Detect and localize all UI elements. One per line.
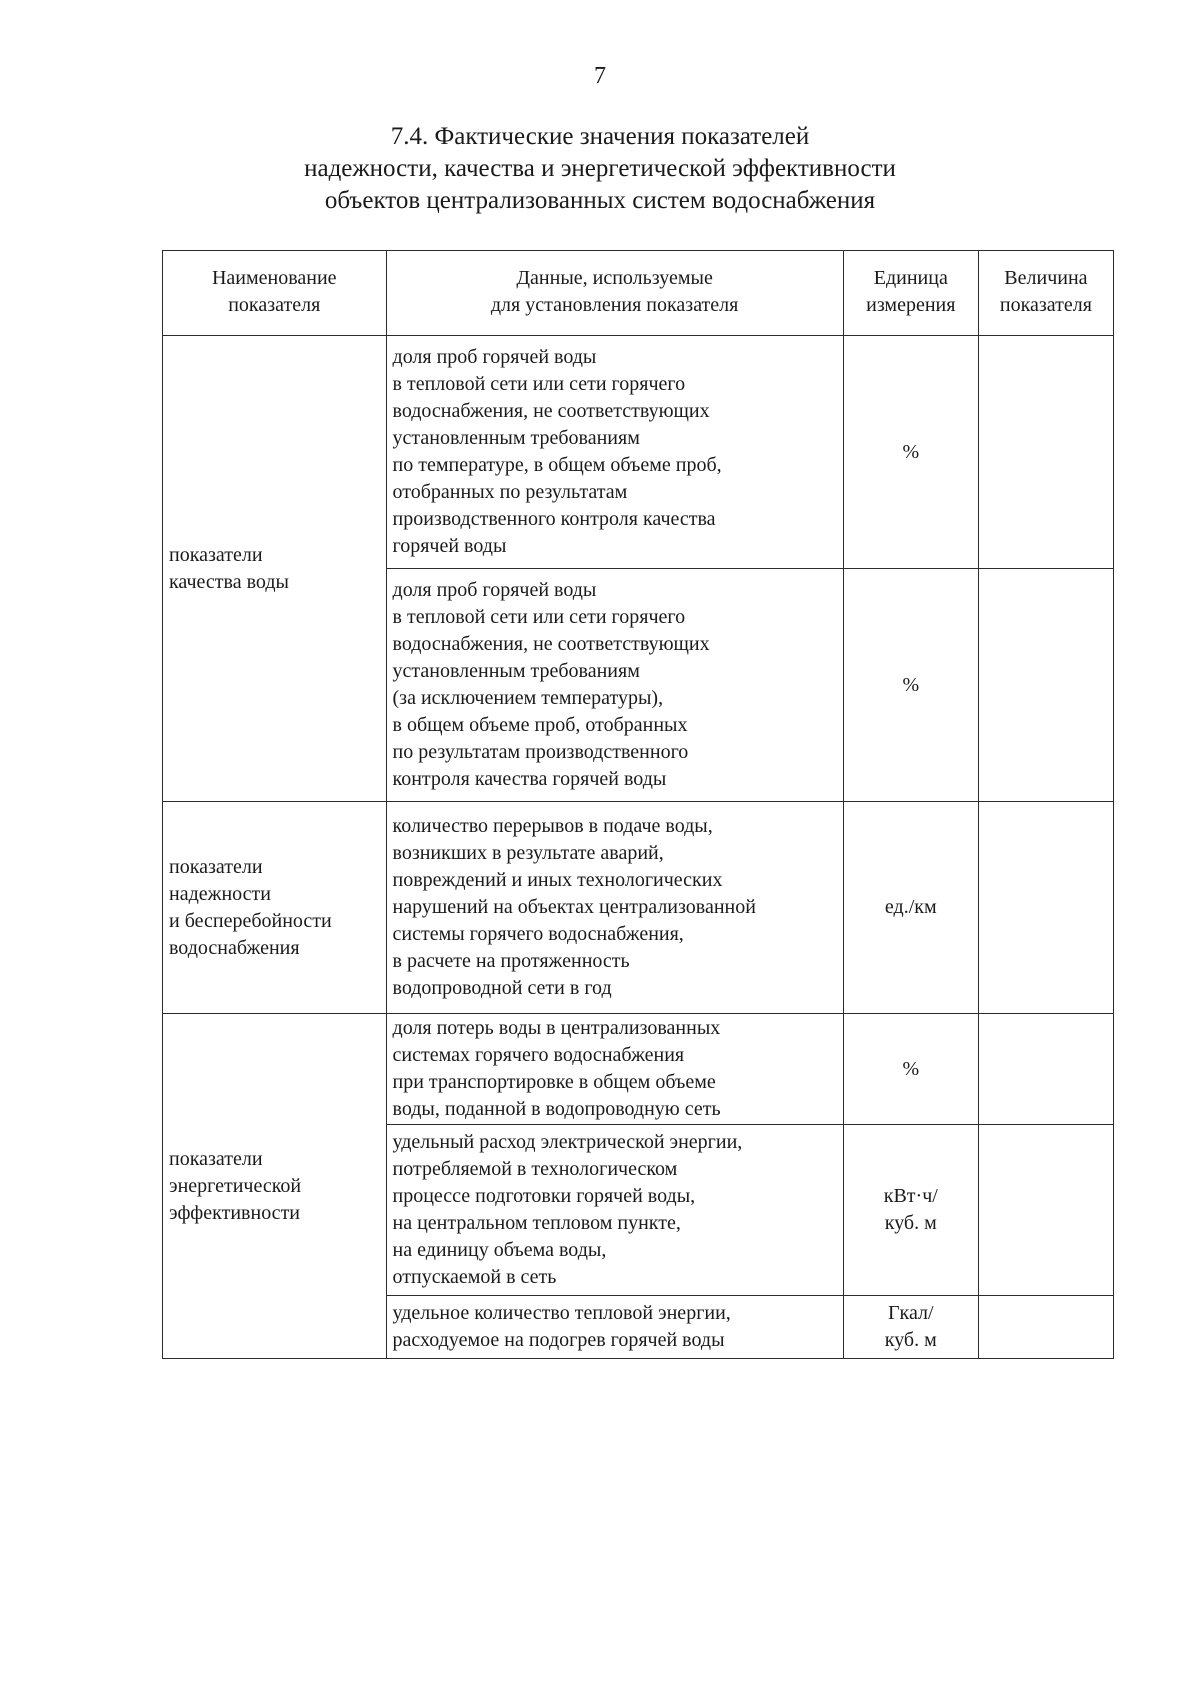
- indicator-value: [978, 1296, 1113, 1359]
- indicator-description: доля потерь воды в централизованных системах горячего водоснабжения при транспортировке в общем объеме воды, поданной в водопроводную сеть: [386, 1014, 843, 1125]
- group-name-reliability: показатели надежности и бесперебойности водоснабжения: [163, 802, 387, 1014]
- indicator-unit: кВт·ч/ куб. м: [843, 1125, 978, 1296]
- indicator-unit: %: [843, 336, 978, 569]
- table-row: [163, 1014, 1114, 1125]
- table-row: [163, 802, 1114, 1014]
- indicator-description: доля проб горячей воды в тепловой сети или сети горячего водоснабжения, не соответствующих установленным требованиям (за исключением температуры), в общем объеме проб, отобранных по результатам производственного контроля качества горячей воды: [386, 569, 843, 802]
- heading-line: объектов централизованных систем водоснабжения: [324, 187, 876, 214]
- header-unit: Единица измерения: [843, 251, 978, 336]
- header-indicator-name: Наименование показателя: [163, 251, 387, 336]
- indicator-value: [978, 1014, 1113, 1125]
- table-row: [163, 336, 1114, 569]
- indicator-description: доля проб горячей воды в тепловой сети или сети горячего водоснабжения, не соответствующих установленным требованиям по температуре, в общем объеме проб, отобранных по результатам производственного контроля качества горячей воды: [386, 336, 843, 569]
- heading-line: 7.4. Фактические значения показателей: [390, 123, 810, 150]
- heading-line: надежности, качества и энергетической эффективности: [304, 155, 896, 182]
- group-name-energy-efficiency: показатели энергетической эффективности: [163, 1014, 387, 1359]
- indicator-value: [978, 336, 1113, 569]
- indicator-unit: Гкал/ куб. м: [843, 1296, 978, 1359]
- indicator-value: [978, 569, 1113, 802]
- indicators-table: [162, 250, 1114, 1359]
- indicator-value: [978, 1125, 1113, 1296]
- section-heading: [0, 121, 1200, 217]
- page-number: 7: [594, 63, 606, 89]
- indicator-description: количество перерывов в подаче воды, возникших в результате аварий, повреждений и иных технологических нарушений на объектах централизованной системы горячего водоснабжения, в расчете на протяженность водопроводной сети в год: [386, 802, 843, 1014]
- header-value: Величина показателя: [978, 251, 1113, 336]
- indicator-description: удельный расход электрической энергии, потребляемой в технологическом процессе подготовки горячей воды, на центральном тепловом пункте, на единицу объема воды, отпускаемой в сеть: [386, 1125, 843, 1296]
- indicator-unit: ед./км: [843, 802, 978, 1014]
- table-header-row: [163, 251, 1114, 336]
- indicator-description: удельное количество тепловой энергии, расходуемое на подогрев горячей воды: [386, 1296, 843, 1359]
- indicator-unit: %: [843, 569, 978, 802]
- header-source-data: Данные, используемые для установления показателя: [386, 251, 843, 336]
- indicator-unit: %: [843, 1014, 978, 1125]
- indicator-value: [978, 802, 1113, 1014]
- group-name-water-quality: показатели качества воды: [163, 336, 387, 802]
